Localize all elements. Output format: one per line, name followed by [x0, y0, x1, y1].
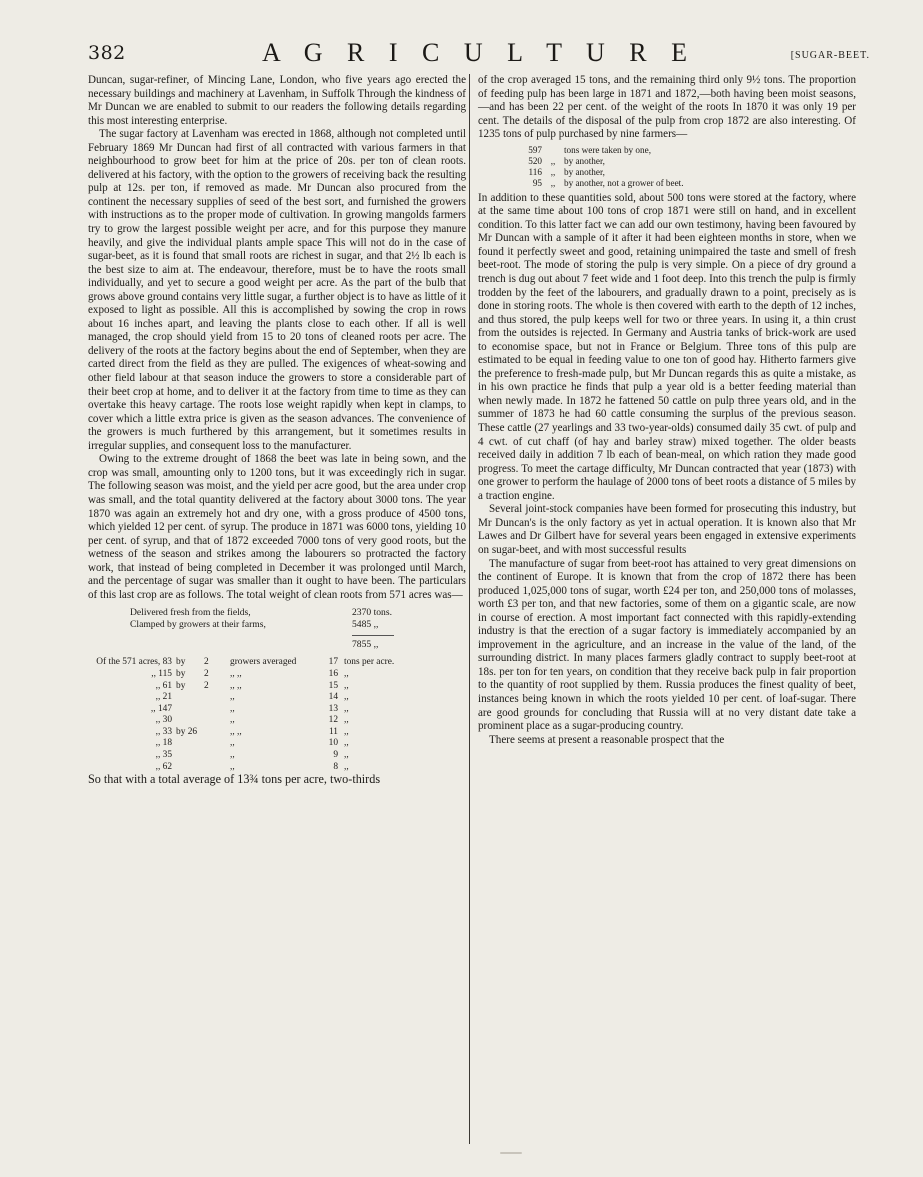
page-header [88, 38, 870, 68]
table-cell: ,, ,, [230, 668, 242, 679]
table-cell: ,, [344, 668, 349, 679]
table-cell: ,, [230, 750, 235, 761]
table-cell: Of the 571 acres, 83 [96, 657, 172, 668]
paragraph: There seems at present a reasonable prospect that the [489, 733, 725, 746]
table-row [88, 704, 466, 716]
table-cell [176, 704, 204, 716]
table-row [88, 727, 466, 739]
table-cell: ,, 61 [155, 680, 172, 691]
column-divider [469, 74, 470, 1144]
list-cell: 95 [532, 177, 542, 188]
list-cell: ,, [550, 155, 556, 166]
table-cell: Clamped by growers at their farms, [130, 619, 266, 631]
table-cell: ,, 35 [155, 750, 172, 761]
table-cell: 13 [328, 703, 338, 714]
paragraph: Owing to the extreme drought of 1868 the beet was late in being sown, and the crop was small, amounting only to 1200 tons, but it was exceedingly rich in sugar. The following season was moist, and the yield per acre good, but the area under crop was small, and the total quantity delivered at the factory about 3000 tons. The year 1870 was again an extremely hot and dry one, with a gross produce of 4500 tons, which yielded 12 per cent. of syrup. The produce in 1871 was 6000 tons, yielding 10 per cent. of syrup, and that of 1872 exceeded 7000 tons of very good roots, but the wetness of the season and strikes among the labourers so protracted the factory work, that instead of being completed in December it was prolonged until March, and the percentage of sugar was smaller than it ought to have been. The particulars of this last crop are as follows. The total weight of clean roots from 571 acres was— [88, 453, 466, 601]
table-cell [176, 715, 204, 727]
paragraph: Duncan, sugar-refiner, of Mincing Lane, London, who five years ago erected the necessary buildings and machinery at Lavenham, in Suffolk Through the kindness of Mr Duncan we are enabled to submit to our readers the following details regarding this most interesting enterprise. [88, 74, 466, 127]
paragraph: of the crop averaged 15 tons, and the remaining third only 9½ tons. The proportion of feeding pulp has been large in 1871 and 1872,—both having been moist seasons,—and has been 22 per cent. of the weight of the roots In 1870 it was only 19 per cent. The details of the disposal of the pulp from crop 1872 are also interesting. Of 1235 tons of pulp purchased by nine farmers— [478, 74, 856, 141]
table-cell [204, 727, 230, 739]
list-item [516, 178, 856, 189]
table-cell: 2370 tons. [352, 607, 392, 619]
table-cell: 5485 ,, [352, 619, 379, 631]
table-cell: Delivered fresh from the fields, [130, 607, 251, 619]
table-row [88, 750, 466, 762]
table-cell: ,, 18 [155, 738, 172, 749]
table-cell: ,, [230, 761, 235, 772]
table-cell: 10 [328, 738, 338, 749]
list-item [516, 145, 856, 156]
table-cell: ,, [344, 715, 349, 726]
list-cell: by another, not a grower of beet. [564, 177, 684, 188]
table-cell: ,, [230, 703, 235, 714]
table-cell: 14 [328, 692, 338, 703]
table-row [88, 738, 466, 750]
running-head: [SUGAR-BEET. [790, 50, 870, 61]
table-cell: ,, ,, [230, 726, 242, 737]
table-cell: 9 [333, 750, 338, 761]
list-cell: 597 [528, 144, 542, 155]
list-cell: ,, [550, 177, 556, 188]
table-cell [204, 750, 230, 762]
right-column [478, 74, 856, 747]
table-cell: 15 [328, 680, 338, 691]
table-cell: 2 [204, 680, 209, 691]
table-cell: ,, 62 [155, 761, 172, 772]
table-cell: ,, 115 [151, 668, 172, 679]
table-cell [204, 704, 230, 716]
table-cell: ,, [344, 692, 349, 703]
page-title: A G R I C U L T U R E [261, 38, 697, 67]
table-cell: by [176, 668, 186, 679]
paragraph: In addition to these quantities sold, about 500 tons were stored at the factory, where at the same time about 100 tons of crop 1871 were still on hand, and in excellent condition. To this latter fact we can add our own testimony, having been favoured by Mr Duncan with a sample of it after it had been eighteen months in store, when we found it perfectly sweet and good, retaining unimpaired the taste and smell of fresh beet-root. The mode of storing the pulp is very simple. On a piece of dry ground a trench is dug out about 7 feet wide and 1 foot deep. Into this trench the pulp is firmly trodden by the feet of the labourers, and gradually drawn to a point, precisely as is done in storing roots. The whole is then covered with earth to the depth of 12 inches, and thus stored, the pulp keeps well for two or three years. In using it, a thin crust from the outsides is rejected. In Germany and Austria tanks of brick-work are used to economise space, but not in France or Belgium. Three tons of this pulp are estimated to be equal in feeding value to one ton of good hay. Hitherto farmers give the preference to fresh-made pulp, but Mr Duncan regards this as quite a mistake, as in his own practice he finds that pulp a year old is a better feeding material than when newly made. In 1872 he fattened 50 cattle on pulp three years old, and in the summer of 1873 he had 60 cattle consuming the surplus of the previous season. These cattle (27 yearlings and 33 two-year-olds) consumed daily 35 cwt. of pulp and 4 cwt. of cut chaff (of hay and barley straw) mixed together. The older beasts received daily in addition 7 lb each of bean-meal, on which ration they made good progress. To meet the cartage difficulty, Mr Duncan contracted that year (1873) with one grower to perform the haulage of 2000 tons of beet roots a distance of 5 miles by a traction engine. [478, 191, 857, 502]
table-cell [204, 738, 230, 750]
table-row [88, 681, 466, 693]
left-column [88, 74, 466, 787]
table-cell: ,, [344, 726, 349, 737]
table-cell [204, 692, 230, 704]
paragraph: Several joint-stock companies have been formed for prosecuting this industry, but Mr Duncan's is the only factory as yet in actual operation. It is known also that Mr Lawes and Dr Gilbert have for several years been engaged in extensive experiments on sugar-beet, and with most successful results [478, 503, 856, 556]
table-row [88, 657, 466, 669]
table-cell: 2 [204, 668, 209, 679]
table-row [130, 619, 466, 631]
list-cell: 116 [528, 166, 542, 177]
list-item [516, 167, 856, 178]
list-cell: by another, [564, 166, 605, 177]
table-cell: 2 [204, 657, 209, 668]
yield-table [88, 657, 466, 773]
table-cell [176, 738, 204, 750]
table-cell: ,, 30 [155, 715, 172, 726]
list-cell [542, 145, 564, 156]
table-cell: ,, ,, [230, 680, 242, 691]
table-cell: ,, [344, 761, 349, 772]
pulp-buyers-list [516, 145, 856, 189]
table-cell: 8 [333, 761, 338, 772]
table-cell: 17 [328, 657, 338, 668]
table-cell: 12 [328, 715, 338, 726]
table-cell: ,, [230, 738, 235, 749]
table-cell [176, 750, 204, 762]
delivery-total: 7855 ,, [352, 635, 394, 651]
table-row [88, 692, 466, 704]
table-cell: ,, 33 [155, 726, 172, 737]
table-cell: ,, [344, 738, 349, 749]
table-cell: ,, [344, 680, 349, 691]
table-cell: by 26 [176, 726, 198, 737]
page-smudge [500, 1152, 522, 1154]
closing-line: So that with a total average of 13¾ tons per acre, two-thirds [88, 772, 381, 787]
table-cell: ,, [344, 750, 349, 761]
list-cell: 520 [528, 155, 542, 166]
table-row [130, 607, 466, 619]
table-cell: ,, 21 [155, 692, 172, 703]
list-cell: ,, [550, 166, 556, 177]
paragraph: The manufacture of sugar from beet-root has attained to very great dimensions on the continent of Europe. It is known that from the crop of 1872 there has been produced 1,025,000 tons of sugar, worth £24 per ton, and 250,000 tons of molasses, worth £3 per ton, and that new factories, some of them on a gigantic scale, are now in course of erection. A most important fact connected with this rapidly-extending industry is that the erection of a sugar factory is immediately accompanied by an improvement in the agriculture, and an increase in the value of the land, of the surrounding district. In many places farmers gladly contract to supply beet-root at 18s. per ton for ten years, on condition that they receive back pulp in fair proportion to the quantity of root supplied by them. Russia produces the finest quality of beet, instances being known in which the roots yielded 10 per cent. of loaf-sugar. There are good grounds for concluding that Russia will at no very distant date take a prominent place as a sugar-producing country. [478, 557, 856, 733]
table-cell: 11 [328, 726, 338, 737]
table-cell: ,, [230, 692, 235, 703]
list-item [516, 156, 856, 167]
paragraph: The sugar factory at Lavenham was erected in 1868, although not completed until February 1869 Mr Duncan had first of all contracted with various farmers in that neighbourhood to grow beet for him at the price of 20s. per ton of clean roots. delivered at his factory, with the option to the growers of receiving back the resulting pulp at 12s. per ton, if removed as made. Mr Duncan also procured from the continent the necessary supplies of seed of the best sort, and furnished the growers with instructions as to the proper mode of cultivation. In growing mangolds farmers try to grow the largest possible weight per acre, and for this purpose they manure heavily, and give the individual plants ample space This will not do in the case of sugar-beet, as it is found that small roots are richest in sugar, and that 2½ lb each is the best size to aim at. The endeavour, therefore, must be to have the roots small individually, and yet to secure a good weight per acre. As the part of the bulb that grows above ground contains very little sugar, a further object is to have as little of it exposed to light as possible. All this is accomplished by sowing the crop in rows about 16 inches apart, and leaving the plants close to each other. If all is well managed, the crop should yield from 15 to 20 tons of cleaned roots per acre. The delivery of the roots at the factory begins about the end of September, when they are carted direct from the field as they are pulled. The exigences of wheat-sowing and other field labour at that season induce the growers to store a considerable part of their beet crop at home, and to deliver it at the factory from time to time as they can overtake this heavy cartage. The roots lose weight rapidly when kept in clamps, to cover which a little extra price is given as the season advances. The convenience of the growers is much furthered by this arrangement, but it sometimes results in irregular supplies, and consequent loss to the manufacturer. [88, 128, 466, 452]
table-cell: ,, 147 [150, 703, 172, 714]
list-cell: by another, [564, 155, 605, 166]
table-row [88, 715, 466, 727]
table-cell [176, 692, 204, 704]
table-cell: growers averaged [230, 657, 297, 668]
table-cell: by [176, 680, 186, 691]
table-row [88, 669, 466, 681]
delivery-table [130, 607, 466, 651]
table-cell [204, 715, 230, 727]
table-cell: tons per acre. [344, 657, 395, 668]
list-cell: tons were taken by one, [564, 144, 651, 155]
table-cell: by [176, 657, 186, 668]
table-cell: 16 [328, 668, 338, 679]
table-cell: ,, [344, 703, 349, 714]
page-number: 382 [88, 42, 126, 64]
table-cell: ,, [230, 715, 235, 726]
